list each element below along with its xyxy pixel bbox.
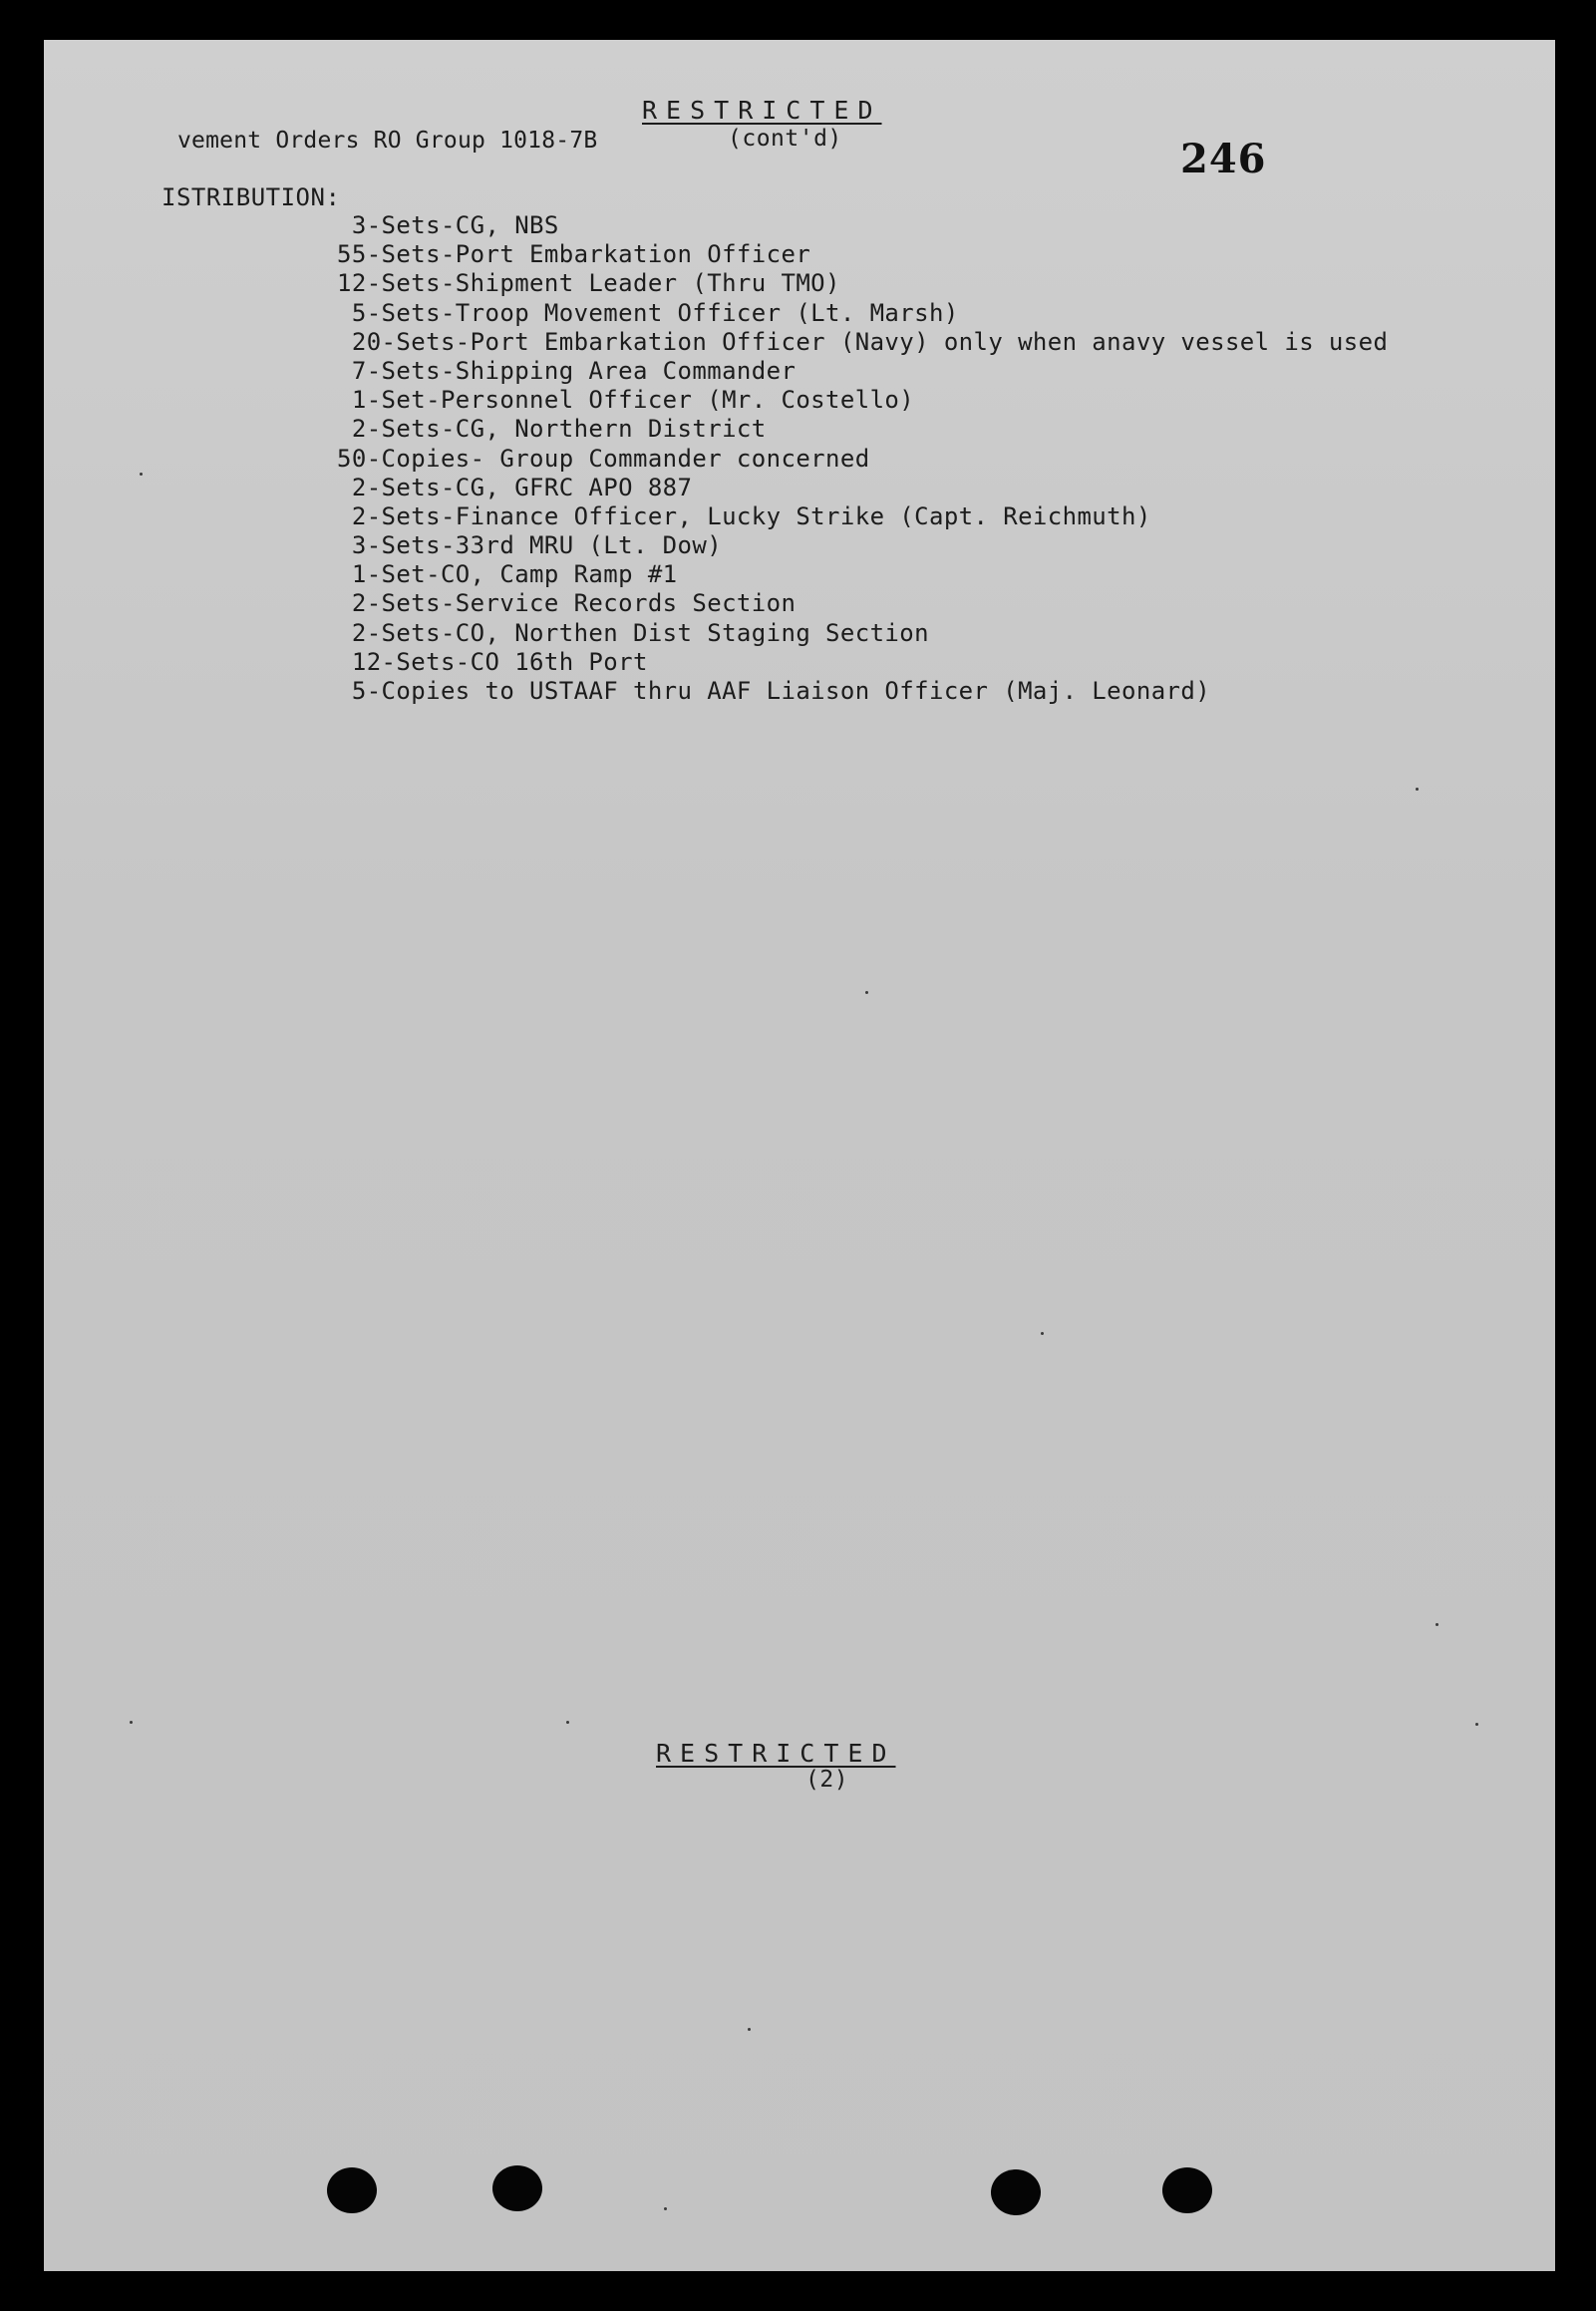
page-number-stamp: 246	[1180, 136, 1267, 182]
document-title: vement Orders RO Group 1018-7B	[177, 128, 598, 154]
continued-label: (cont'd)	[728, 126, 842, 152]
list-item: 5-Copies to USTAAF thru AAF Liaison Officer (Maj. Leonard)	[337, 677, 1211, 705]
scan-speck	[566, 1721, 569, 1724]
punch-hole	[327, 2167, 377, 2213]
distribution-list	[337, 211, 1388, 706]
list-item: 3-Sets-33rd MRU (Lt. Dow)	[337, 531, 723, 560]
list-item: 55-Sets-Port Embarkation Officer	[337, 240, 811, 269]
punch-hole	[1162, 2167, 1212, 2213]
punch-hole	[492, 2165, 542, 2211]
scan-speck	[1416, 788, 1419, 791]
scan-speck	[140, 473, 143, 476]
restricted-footer: RESTRICTED	[656, 1739, 896, 1768]
scan-speck	[1475, 1723, 1478, 1726]
scan-speck	[865, 991, 868, 994]
scan-speck	[1041, 1332, 1044, 1335]
list-item: 1-Set-CO, Camp Ramp #1	[337, 560, 678, 589]
scan-speck	[130, 1721, 133, 1724]
distribution-label: ISTRIBUTION:	[161, 183, 341, 211]
list-item: 50-Copies- Group Commander concerned	[337, 444, 870, 473]
list-item: 2-Sets-CO, Northen Dist Staging Section	[337, 618, 929, 647]
punch-hole	[991, 2169, 1041, 2215]
scan-speck	[664, 2207, 667, 2210]
list-item: 12-Sets-Shipment Leader (Thru TMO)	[337, 269, 840, 298]
list-item: 2-Sets-CG, Northern District	[337, 415, 767, 444]
list-item: 7-Sets-Shipping Area Commander	[337, 356, 797, 385]
scan-speck	[1436, 1623, 1438, 1626]
list-item: 5-Sets-Troop Movement Officer (Lt. Marsh)	[337, 298, 959, 327]
footer-page-number: (2)	[805, 1767, 849, 1793]
list-item: 12-Sets-CO 16th Port	[337, 647, 648, 676]
document-page	[44, 40, 1555, 2271]
list-item: 20-Sets-Port Embarkation Officer (Navy) only when anavy vessel is used	[337, 327, 1389, 356]
list-item: 2-Sets-Finance Officer, Lucky Strike (Capt. Reichmuth)	[337, 501, 1151, 530]
scan-speck	[748, 2028, 751, 2031]
list-item: 1-Set-Personnel Officer (Mr. Costello)	[337, 386, 915, 415]
list-item: 3-Sets-CG, NBS	[337, 211, 559, 239]
restricted-header: RESTRICTED	[642, 96, 882, 125]
list-item: 2-Sets-CG, GFRC APO 887	[337, 473, 693, 501]
list-item: 2-Sets-Service Records Section	[337, 589, 797, 618]
